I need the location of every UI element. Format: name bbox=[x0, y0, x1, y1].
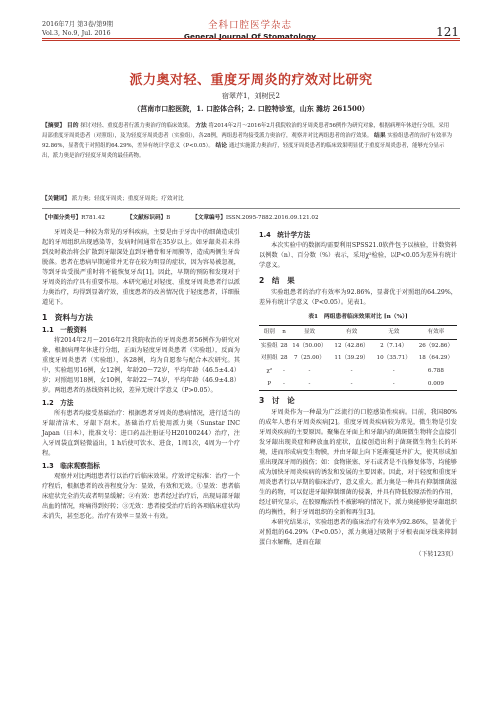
keywords-text: 派力奥；轻度牙周炎；重度牙周炎；疗效对比 bbox=[71, 196, 184, 202]
table-header-cell: 有效 bbox=[345, 329, 358, 336]
objective-label: 目的 bbox=[66, 123, 79, 129]
method-text: 将2014年2月～2016年2月我院收治的牙周炎患者56例作为研究对象，根据病理年休进行分组，采用局部重度牙周炎患者（对照组），及为轻度牙周炎患者（实验组），各28例，两组患者均接受派力奥治疗，观察并对比两组患者的治疗效果。 bbox=[42, 123, 450, 139]
article-title: 派力奥对轻、重度牙周炎的疗效对比研究 bbox=[129, 73, 373, 88]
table-header-cell: 组别 bbox=[263, 329, 275, 336]
table-cell: - bbox=[283, 380, 285, 387]
table-cell: 18（64.29） bbox=[418, 355, 454, 362]
table-cell: P bbox=[267, 380, 272, 387]
table-cell: 7（25.00） bbox=[294, 355, 325, 362]
body-left-column bbox=[42, 228, 240, 522]
table-row bbox=[259, 352, 457, 365]
result-label: 结果 bbox=[374, 133, 386, 139]
general-data-paragraph: 将2014年2月～2016年2月我院收治的牙周炎患者56例作为研究对象，根据病理年休进行分组，正面为轻度牙周炎患者（实验组），反面为重度牙周炎患者（实验组），各28例，均为自愿参与配合本次研究。其中，实验组男16例，女12例，年龄20～72岁，平均年龄（46.5±4.4）岁；对照组男18例，女10例，年龄22～74岁，平均年龄（46.9±4.8）岁。两组患者的基线资料比较，差异无统计学意义（P>0.05）。 bbox=[42, 337, 240, 394]
table-cell: 10（35.71） bbox=[376, 355, 411, 362]
table-cell: 0.009 bbox=[427, 380, 444, 387]
table-header-cell: 显效 bbox=[303, 329, 316, 336]
continued-note: （下转123页） bbox=[415, 550, 457, 558]
table-cell: 对照组 bbox=[260, 355, 278, 362]
table-cell: - bbox=[308, 380, 311, 387]
body-right-column bbox=[259, 228, 457, 560]
table-cell: 28 bbox=[280, 355, 288, 362]
issue-en: Vol.3, No.9, Jul. 2016 bbox=[42, 29, 111, 37]
table-header-cell: 无效 bbox=[388, 329, 400, 336]
abstract-divider bbox=[42, 208, 460, 209]
section-heading-1-1: 1.1 一般资料 bbox=[42, 326, 87, 334]
conclusion-text: 通过实施派力奥治疗，轻度牙周炎患者的临床效果明显优于重度牙周炎患者，能够充分显示出，派力奥是治疗轻度牙周炎的最佳药物。 bbox=[42, 143, 445, 159]
header-rule bbox=[42, 38, 460, 39]
table-caption: 表1 两组患者临床效果对比 [n（%）] bbox=[308, 314, 408, 320]
table-cell: - bbox=[392, 368, 395, 375]
journal-name-cn: 全科口腔医学杂志 bbox=[207, 20, 292, 31]
section-heading-1-2: 1.2 方法 bbox=[42, 399, 74, 407]
page-number: 121 bbox=[436, 25, 459, 39]
discussion-paragraph-1: 牙周炎作为一种最为广泛流行的口腔感染性疾病。目前，我国80%的成年人患有牙周炎疾病[2]。重度牙周炎疾病较为常见，微生物是引发牙周炎疾病的主要原因。聚集在牙面上和牙龈内的菌斑微生物将会直接引发牙龈出现炎症和释放血的症状，直接创造出利于菌斑微生物生长的环境，进而形成病变生物膜，并由牙龈上向下延渐蔓延并扩大，使其形成加重出现深牙周的损伤；如：食物嵌塞、牙石或者是不良修复体等，均能够成为加快牙周炎疾病的诱发和发展的主要因素。因此，对于轻度和重度牙周炎患者行以早期的临床治疗，意义重大。派力奥是一种具有抑制细菌滋生的药物，可以促进牙龈抑制细菌的侵袭，并具有降低胶原活性的作用，经过研究显示，在胶原酶活性不被影响的情况下，派力奥能够使牙龈组织的均衡性，利于牙周组织的全新和再生[3]。 bbox=[259, 408, 457, 516]
clc-code: 【中图分类号】R781.42 bbox=[42, 215, 105, 221]
abstract bbox=[42, 121, 454, 161]
table-cell: 12（42.86） bbox=[334, 342, 369, 349]
classification-row bbox=[42, 213, 454, 221]
conclusion-label: 结论 bbox=[215, 143, 228, 149]
article-affiliation: （莒南市口腔医院，1. 口腔体合科；2. 口腔特诊室，山东 潍坊 261500） bbox=[133, 104, 369, 113]
doc-code: 【文献标识码】B bbox=[126, 215, 171, 221]
statistics-paragraph: 本次实验中的数据均需要利用SPSS21.0软件包予以核验，计数资料以例数（n）、百分数（%）表示，采用χ²检验，以P<0.05为差异有统计学意义。 bbox=[259, 242, 457, 269]
issue-cn: 2016年7月 第3卷/第9期 bbox=[42, 20, 113, 28]
table-cell: 28 bbox=[280, 342, 288, 349]
table-cell: 实验组 bbox=[260, 342, 278, 349]
results-table bbox=[259, 325, 457, 391]
abstract-label: 【摘要】 bbox=[42, 123, 66, 129]
table-row bbox=[259, 377, 457, 390]
results-paragraph: 实验组患者的治疗有效率为92.86%，显著优于对照组的64.29%，差异有统计学意义（P<0.05）。见表1。 bbox=[259, 289, 457, 306]
table-cell: 26（92.86） bbox=[418, 342, 454, 349]
table-cell: - bbox=[350, 380, 353, 387]
intro-paragraph: 牙周炎是一种较为常见的牙科疾病，主要是由于牙齿中的细菌造成引起的牙周组织出现感染等，发病时间通常在35岁以上。如牙龈炎若未得到及时救治将会扩散到牙龈深处直到牙槽骨和牙周膜等，造成两侧生牙齿脱落。患者在患病早期通常并无存在较为明显的症状，因为容易被忽视，等到牙齿受损严重时将不能恢复牙齿[1]。因此，早期的预防和发现对于牙周炎的治疗具有重要作用。本研究通过对轻度、重度牙周炎患者行以派力奥治疗，均得到显著疗效，重度患者的改善情况优于轻度患者，详细报道见下。 bbox=[42, 229, 240, 306]
table-header-row bbox=[259, 326, 457, 340]
keywords bbox=[42, 194, 184, 202]
section-heading-2: 2 结 果 bbox=[259, 276, 295, 285]
table-row bbox=[259, 339, 457, 352]
header-rule-thin bbox=[42, 40, 460, 41]
table-cell: 2（7.14） bbox=[380, 342, 408, 349]
keywords-label: 【关键词】 bbox=[42, 196, 70, 202]
table-cell: - bbox=[308, 368, 311, 375]
table-header-cell: n bbox=[282, 329, 286, 336]
section-heading-1: 1 资料与方法 bbox=[42, 313, 93, 322]
section-heading-3: 3 讨 论 bbox=[259, 395, 295, 405]
table-cell: - bbox=[283, 368, 285, 375]
table-cell: - bbox=[350, 368, 353, 375]
issue-info bbox=[42, 20, 113, 38]
method-paragraph: 所有患者均接受基础治疗：根据患者牙周炎的患病情况，进行适当的牙龈清洁术、牙龈下刮术。基础治疗后使用派力奥（Sunstar INC Japan（日本），批准文号：进口药品注册证号H20100244）治疗，注入牙周袋直到轻微溢出，1 h后使可饮水、进食，1周1次，4周为一个疗程。 bbox=[42, 410, 240, 457]
article-id: 【文章编号】ISSN.2095-7882.2016.09.121.02 bbox=[192, 215, 319, 221]
indicator-paragraph: 观察并对比两组患者行以治疗后临床效果。疗效评定标准：治疗一个疗程后，根据患者的改善程度分为：显效，有效和无效。①显效：患者临床症状完全消失或者明显缓解；②有效：患者经过治疗后，出现局部牙龈出血的情况，疼痛得到好转；③无效：患者接受治疗后的各项临床症状均未消失，甚至恶化。治疗有效率＝显效＋有效。 bbox=[42, 473, 240, 520]
section-heading-1-3: 1.3 临床观察指标 bbox=[42, 462, 100, 470]
discussion-paragraph-2: 本研究结果示，实验组患者的临床治疗有效率为92.86%，显著优于对照组的64.29%（P<0.05），派力奥通过吸附于牙根表面牙线来抑制蛋白水解酶，进而在龈 bbox=[259, 518, 457, 546]
table-cell: 11（39.29） bbox=[334, 355, 369, 362]
section-heading-1-4: 1.4 统计学方法 bbox=[259, 231, 311, 239]
table-cell: χ² bbox=[266, 368, 273, 375]
table-header-cell: 有效率 bbox=[427, 329, 445, 336]
table-cell: 6.788 bbox=[427, 368, 444, 375]
objective-text: 探讨对轻、重度患者行派力奥治疗的临床效果。 bbox=[80, 123, 194, 129]
journal-name-en: General Journal Of Stomatology bbox=[183, 32, 317, 41]
table-cell: - bbox=[392, 380, 395, 387]
result-text: 实验组患者的治疗有效率为92.86%，显著优于对照组的64.29%，差异有统计学意义（P<0.05）。 bbox=[42, 133, 453, 149]
article-authors: 宿翠芹1，刘树民2 bbox=[222, 92, 280, 100]
table-row bbox=[259, 365, 457, 378]
table-cell: 14（50.00） bbox=[292, 342, 327, 349]
method-label: 方法 bbox=[195, 123, 207, 129]
